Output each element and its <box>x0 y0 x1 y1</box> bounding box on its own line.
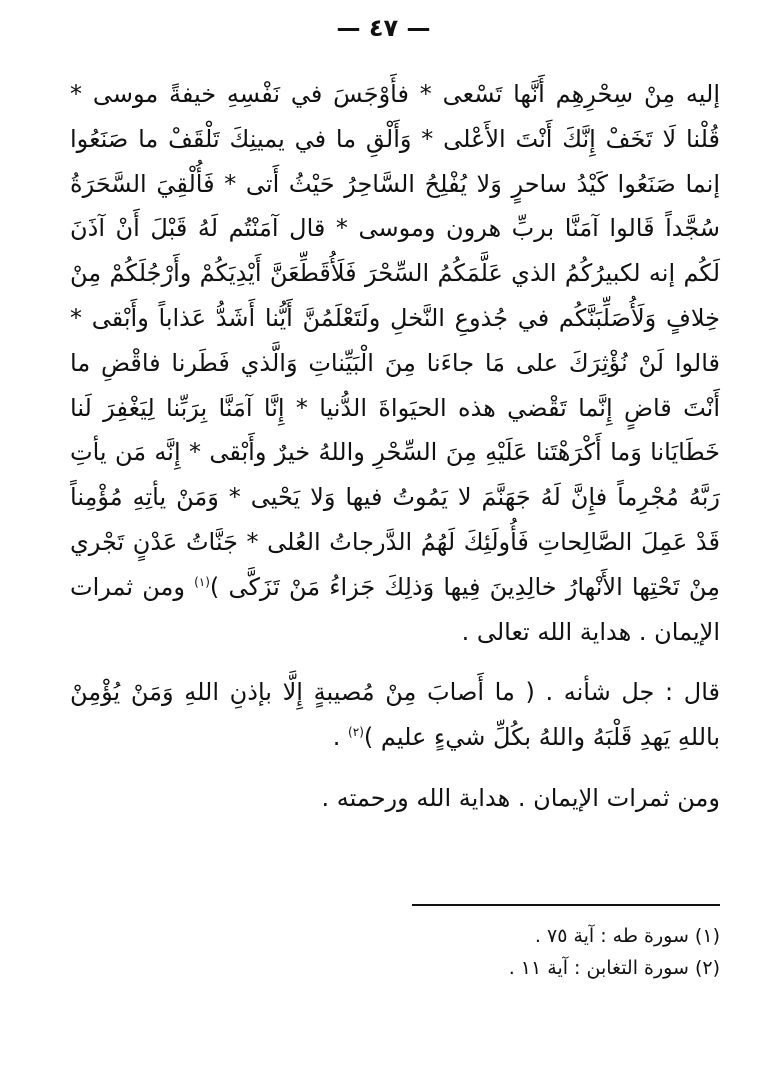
paragraph-closing: ومن ثمرات الإيمان . هداية الله ورحمته . <box>321 783 720 812</box>
paragraph-tail-2: . <box>332 723 341 752</box>
footnote-ref-2: (٢) <box>348 725 364 740</box>
paragraph-tail-1: ومن ثمرات الإيمان . هداية الله تعالى . <box>70 572 720 646</box>
main-text <box>70 72 720 821</box>
footnote-ref-1: (١) <box>194 574 210 589</box>
quran-passage-ta-ha: إليه مِنْ سِحْرِهِم أَنَّها تَسْعى * فأَوْجَسَ في نَفْسِهِ خيفةً موسى * قُلْنا لَا تَخَفْ إِنَّكَ أَنْتَ الأَعْلى * وَأَلْقِ ما في يمينِكَ تَلْقَفْ ما صَنَعُوا إنما صَنَعُوا كَيْدُ ساحرٍ وَلا يُفْلِحُ السَّاحِرُ حَيْثُ أَتى * فَأُلْقِيَ السَّحَرَةُ سُجَّداً قَالوا آمَنَّا بربِّ هرون وموسى * قال آمَنْتُم لَهُ قَبْلَ أَنْ آذَنَ لَكُم إنه لكبيرُكُمُ الذي عَلَّمَكُمُ السِّحْرَ فَلَأُقَطِّعَنَّ أَيْدِيَكُمْ وأَرْجُلَكُمْ مِنْ خِلافٍ وَلَأُصَلِّبَنَّكُم في جُذوعِ النَّخلِ ولَتَعْلَمُنَّ أَيُّنا أَشَدُّ عَذاباً وأَبْقى * قالوا لَنْ نُؤْثِرَكَ على مَا جاءَنا مِنَ الْبَيِّناتِ وَالَّذي فَطَرنا فاقْضِ ما أَنْتَ قاضٍ إِنَّما تَقْضي هذه الحيَواةَ الدُّنيا * إِنَّا آمَنَّا بِرَبِّنا لِيَغْفِرَ لَنا خَطَايَانا وَما أَكْرَهْتَنا عَلَيْهِ مِنَ السِّحْرِ واللهُ خيرٌ وأَبْقى * إِنَّه مَن يأتِ رَبَّهُ مُجْرِماً فإِنَّ لَهُ جَهَنَّمَ لا يَمُوتُ فيها وَلا يَحْيى * وَمَنْ يأتِهِ مُؤْمِناً قَدْ عَمِلَ الصَّالِحاتِ فَأُولَئِكَ لَهُمُ الدَّرجاتُ العُلى * جَنَّاتُ عَدْنٍ تَجْري مِنْ تَحْتِها الأَنْهارُ خالِدِينَ فِيها وَذلِكَ جَزاءُ مَنْ تَزَكَّى ) <box>70 80 720 601</box>
footnote-divider <box>412 904 720 906</box>
quran-passage-taghabun: قال : جل شأنه . ( ما أَصابَ مِنْ مُصيبةٍ إِلَّا بإذنِ اللهِ وَمَنْ يُؤْمِنْ باللهِ يَهدِ قَلْبَهُ واللهُ بكُلِّ شيءٍ عليم ) <box>70 678 720 752</box>
paragraph-quran-taghabun <box>70 670 720 760</box>
footnote-1: (١) سورة طه : آية ٧٥ . <box>534 925 720 947</box>
footnotes <box>300 920 720 984</box>
footnote-2: (٢) سورة التغابن : آية ١١ . <box>508 957 720 979</box>
spacer <box>70 760 720 776</box>
spacer <box>70 654 720 670</box>
paragraph-quran-ta-ha <box>70 72 720 654</box>
page-number: — ٤٧ — <box>336 14 431 42</box>
